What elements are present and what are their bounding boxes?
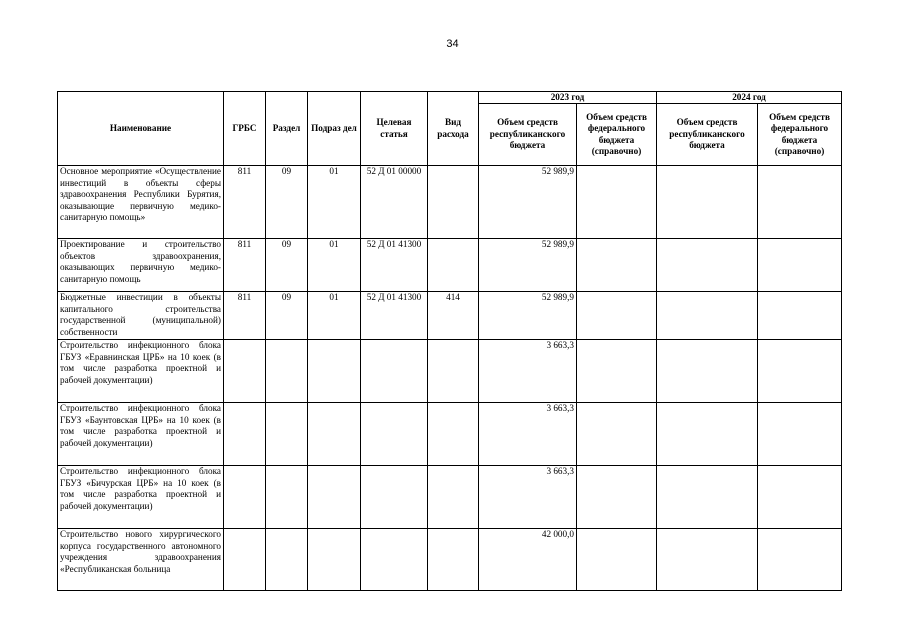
row-rep-2024 <box>657 466 758 529</box>
row-name: Бюджетные инвестиции в объекты капитального строительства государственной (муниципальной) собственности <box>58 292 224 340</box>
row-target: 52 Д 01 41300 <box>361 292 428 340</box>
row-fed-2023 <box>577 239 657 292</box>
row-fed-2024 <box>758 292 842 340</box>
table-row <box>58 166 842 239</box>
row-rep-2023: 3 663,3 <box>479 403 577 466</box>
row-razdel <box>266 466 308 529</box>
header-target: Целевая статья <box>361 92 428 166</box>
row-podrazdel <box>308 466 361 529</box>
row-fed-2023 <box>577 403 657 466</box>
row-fed-2024 <box>758 466 842 529</box>
row-rep-2023: 52 989,9 <box>479 292 577 340</box>
row-rep-2023: 52 989,9 <box>479 239 577 292</box>
row-grbs <box>224 466 266 529</box>
row-vid <box>428 403 479 466</box>
row-vid <box>428 340 479 403</box>
row-podrazdel: 01 <box>308 166 361 239</box>
row-fed-2024 <box>758 239 842 292</box>
row-name: Строительство нового хирургического корпуса государственного автономного учреждения здравоохранения «Республиканская больница <box>58 529 224 591</box>
header-vid: Вид расхода <box>428 92 479 166</box>
row-razdel: 09 <box>266 292 308 340</box>
row-grbs: 811 <box>224 292 266 340</box>
row-razdel: 09 <box>266 239 308 292</box>
row-target <box>361 340 428 403</box>
row-name: Строительство инфекционного блока ГБУЗ «Бичурская ЦРБ» на 10 коек (в том числе разработка проектной и рабочей документации) <box>58 466 224 529</box>
row-fed-2023 <box>577 466 657 529</box>
row-vid: 414 <box>428 292 479 340</box>
header-rep-2024: Объем средств республиканского бюджета <box>657 104 758 166</box>
row-vid <box>428 529 479 591</box>
table-row <box>58 466 842 529</box>
row-name: Строительство инфекционного блока ГБУЗ «Еравнинская ЦРБ» на 10 коек (в том числе разработка проектной и рабочей документации) <box>58 340 224 403</box>
row-fed-2024 <box>758 529 842 591</box>
row-vid <box>428 166 479 239</box>
row-podrazdel <box>308 403 361 466</box>
row-fed-2023 <box>577 340 657 403</box>
row-grbs <box>224 340 266 403</box>
header-fed-2023: Объем средств федерального бюджета (справочно) <box>577 104 657 166</box>
row-podrazdel: 01 <box>308 292 361 340</box>
row-razdel <box>266 529 308 591</box>
row-rep-2023: 3 663,3 <box>479 466 577 529</box>
row-vid <box>428 466 479 529</box>
row-grbs <box>224 403 266 466</box>
row-fed-2024 <box>758 340 842 403</box>
table-row <box>58 340 842 403</box>
row-razdel <box>266 340 308 403</box>
row-rep-2023: 42 000,0 <box>479 529 577 591</box>
table-row <box>58 292 842 340</box>
header-fed-2024: Объем средств федерального бюджета (справочно) <box>758 104 842 166</box>
row-rep-2024 <box>657 239 758 292</box>
row-podrazdel <box>308 340 361 403</box>
header-rep-2023: Объем средств республиканского бюджета <box>479 104 577 166</box>
row-fed-2023 <box>577 292 657 340</box>
row-rep-2024 <box>657 529 758 591</box>
row-target <box>361 529 428 591</box>
row-podrazdel: 01 <box>308 239 361 292</box>
row-fed-2024 <box>758 403 842 466</box>
page-number: 34 <box>446 38 459 50</box>
budget-table <box>57 91 842 591</box>
row-rep-2023: 3 663,3 <box>479 340 577 403</box>
row-target: 52 Д 01 00000 <box>361 166 428 239</box>
header-razdel: Раздел <box>266 92 308 166</box>
row-target <box>361 466 428 529</box>
row-rep-2024 <box>657 292 758 340</box>
table-row <box>58 403 842 466</box>
header-row-years <box>58 92 842 104</box>
row-razdel: 09 <box>266 166 308 239</box>
row-target <box>361 403 428 466</box>
row-name: Основное мероприятие «Осуществление инвестиций в объекты сферы здравоохранения Республики Бурятия, оказывающие первичную медико-санитарную помощь» <box>58 166 224 239</box>
row-vid <box>428 239 479 292</box>
row-fed-2023 <box>577 166 657 239</box>
table-row <box>58 529 842 591</box>
row-rep-2024 <box>657 340 758 403</box>
header-year-2023: 2023 год <box>479 92 657 104</box>
table-body <box>58 166 842 591</box>
header-podrazdel: Подраз дел <box>308 92 361 166</box>
row-podrazdel <box>308 529 361 591</box>
row-razdel <box>266 403 308 466</box>
row-name: Строительство инфекционного блока ГБУЗ «Баунтовская ЦРБ» на 10 коек (в том числе разработка проектной и рабочей документации) <box>58 403 224 466</box>
row-rep-2024 <box>657 403 758 466</box>
row-fed-2023 <box>577 529 657 591</box>
row-fed-2024 <box>758 166 842 239</box>
header-year-2024: 2024 год <box>657 92 842 104</box>
header-grbs: ГРБС <box>224 92 266 166</box>
row-rep-2023: 52 989,9 <box>479 166 577 239</box>
header-name: Наименование <box>58 92 224 166</box>
row-name: Проектирование и строительство объектов здравоохранения, оказывающих первичную медико-санитарную помощь <box>58 239 224 292</box>
row-grbs: 811 <box>224 166 266 239</box>
table-row <box>58 239 842 292</box>
row-target: 52 Д 01 41300 <box>361 239 428 292</box>
row-grbs <box>224 529 266 591</box>
row-grbs: 811 <box>224 239 266 292</box>
row-rep-2024 <box>657 166 758 239</box>
